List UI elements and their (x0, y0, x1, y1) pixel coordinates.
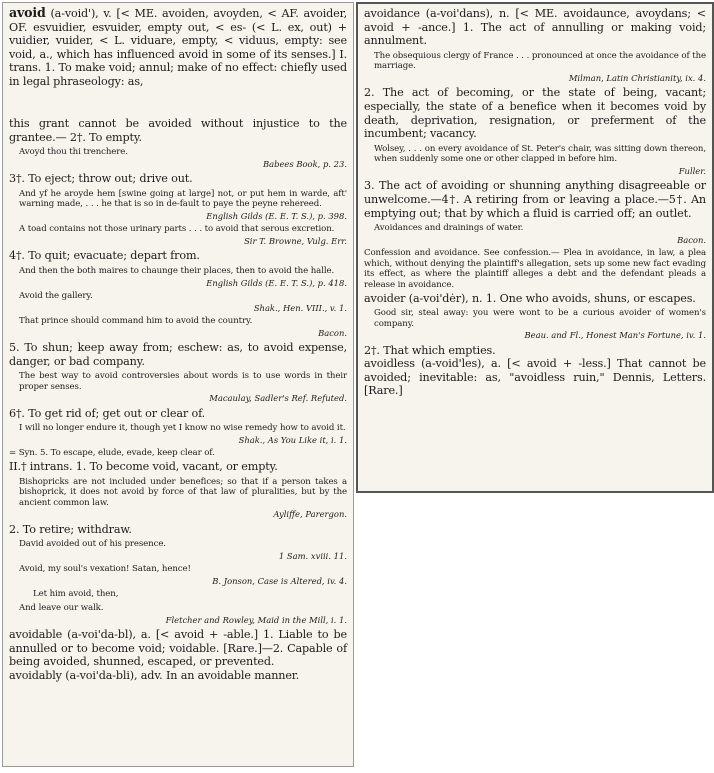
citation-6: Macaulay, Sadler's Ref. Refuted. (209, 393, 347, 404)
citation-9: 1 Sam. xviii. 11. (278, 550, 347, 561)
entry-avoider: avoider (a-voi'dėr), n. 1. One who avoids, shuns, or escapes. (364, 291, 696, 305)
quote-4: And then the both maires to chaunge their places, then to avoid the halle. (19, 265, 335, 276)
quote-8: Bishopricks are not included under benefices; so that if a person takes a bishoprick, it does not avoid by force of that law of pluralities, but by the ancient common law. (19, 476, 347, 508)
quote-1: Avoyd thou thi trenchere. (19, 147, 128, 158)
sense-intransitive-2: 2. To retire; withdraw. (9, 522, 132, 536)
sense-6: 6†. To get rid of; get out or clear of. (9, 406, 206, 420)
citation-10b: Fletcher and Rowley, Maid in the Mill, i. 1. (165, 614, 347, 625)
pronunciation: (a-void'), v. (50, 7, 112, 20)
avoidance-quote-3: Avoidances and drainings of water. (374, 223, 524, 234)
entry-avoid-head (9, 6, 347, 89)
headword-avoid: avoid (9, 5, 46, 20)
etymology: [< ME. avoiden, avoyden, < AF. avoider, OF. esvuidier, esvuider, empty out, < es- (< L. ex, out) + vuidier, vuider, < L. viduare, empty, < viduus, empty: see void, a., which has influenced avoid in some of its senses.] (9, 7, 347, 61)
right-column (356, 2, 714, 493)
citation-5b: Bacon. (318, 327, 347, 338)
quote-5a: Avoid the gallery. (19, 290, 93, 301)
avoidance-quote-1: The obsequious clergy of France . . . pronounced at once the avoidance of the marriage. (374, 50, 706, 72)
citation-10a: B. Jonson, Case is Altered, iv. 4. (212, 575, 347, 586)
avoider-quote: Good sir, steal away: you were wont to be a curious avoider of women's company. (374, 308, 706, 329)
avoidance-sense-3: 3. The act of avoiding or shunning anything disagreeable or unwelcome.—4†. A retiring from or leaving a place.—5†. An emptying out; that by which a fluid is carried off; an outlet. (364, 179, 706, 220)
citation-7: Shak., As You Like it, i. 1. (238, 434, 347, 445)
synonyms: = Syn. 5. To escape, elude, evade, keep clear of. (9, 448, 215, 459)
quote-10b: Let him avoid, then, (33, 589, 119, 600)
avoidance-sense-2: 2. The act of becoming, or the state of being, vacant; especially, the state of a benefice when it becomes void by death, deprivation, resignation, or preferment of the incumbent; vacancy. (364, 86, 706, 141)
entry-avoidless: avoidless (a-void'les), a. [< avoid + -less.] That cannot be avoided; inevitable: as, "avoidless ruin," Dennis, Letters. [Rare.] (364, 357, 706, 398)
avoidance-citation-2: Fuller. (678, 165, 706, 176)
avoidance-quote-2: Wolsey, . . . on every avoidance of St. Peter's chair, was sitting down thereon, when suddenly some one or other clapped in before him. (374, 143, 706, 165)
avoidance-citation-3: Bacon. (677, 234, 706, 245)
quote-7: I will no longer endure it, though yet I know no wise remedy how to avoid it. (19, 423, 346, 434)
citation-5a: Shak., Hen. VIII., v. 1. (253, 302, 347, 313)
quote-9: David avoided out of his presence. (19, 539, 166, 550)
left-top-fragment (2, 2, 354, 116)
entry-avoidance: avoidance (a-voi'dans), n. [< ME. avoidaunce, avoydans; < avoid + -ance.] 1. The act of annulling or making void; annulment. (364, 7, 706, 48)
citation-1: Babees Book, p. 23. (262, 158, 347, 169)
citation-3: Sir T. Browne, Vulg. Err. (244, 235, 347, 246)
quote-5b: That prince should command him to avoid the country. (19, 315, 253, 326)
citation-4: English Gilds (E. E. T. S.), p. 418. (206, 277, 347, 288)
citation-2: English Gilds (E. E. T. S.), p. 398. (206, 210, 347, 221)
left-main-column (2, 114, 354, 767)
quote-10c: And leave our walk. (19, 602, 104, 613)
entry-avoidable: avoidable (a-voi'da-bl), a. [< avoid + -able.] 1. Liable to be annulled or to become void; voidable. [Rare.]—2. Capable of being avoided, shunned, escaped, or prevented. (9, 627, 347, 669)
sense-5: 5. To shun; keep away from; eschew: as, to avoid expense, danger, or bad company. (9, 340, 347, 368)
quote-3: A toad contains not those urinary parts . . . to avoid that serous excretion. (19, 224, 335, 235)
entry-avoidably: avoidably (a-voi'da-bli), adv. In an avoidable manner. (9, 668, 300, 682)
avoidance-citation-1: Milman, Latin Christianity, ix. 4. (568, 72, 706, 83)
sense-4: 4†. To quit; evacuate; depart from. (9, 249, 200, 263)
quote-6: The best way to avoid controversies about words is to use words in their proper senses. (19, 371, 347, 392)
sense-3: 3†. To eject; throw out; drive out. (9, 172, 193, 186)
avoider-citation: Beau. and Fl., Honest Man's Fortune, iv. 1. (524, 330, 706, 341)
quote-10a: Avoid, my soul's vexation! Satan, hence! (19, 564, 191, 575)
confession-and-avoidance: Confession and avoidance. See confession.— Plea in avoidance, in law, a plea which, without denying the plaintiff's allegation, sets up some new fact evading its effect, as where the plaintiff alleges a debt and the defendant pleads a release in avoidance. (364, 248, 706, 290)
sense-1-continued: this grant cannot be avoided without injustice to the grantee.— 2†. To empty. (9, 117, 347, 144)
quote-2: And yf he aroyde hem [swine going at large] not, or put hem in warde, aft' warning made, . . . he that is so in de-fault to paye the peyne rehereed. (19, 188, 347, 210)
avoider-sense-2: 2†. That which empties. (364, 343, 496, 357)
citation-8: Ayliffe, Parergon. (273, 509, 347, 520)
sense-1: I. trans. 1. To make void; annul; make of no effect: chiefly used in legal phraseology: as, (9, 47, 347, 88)
sense-intransitive: II.† intrans. 1. To become void, vacant, or empty. (9, 459, 278, 473)
